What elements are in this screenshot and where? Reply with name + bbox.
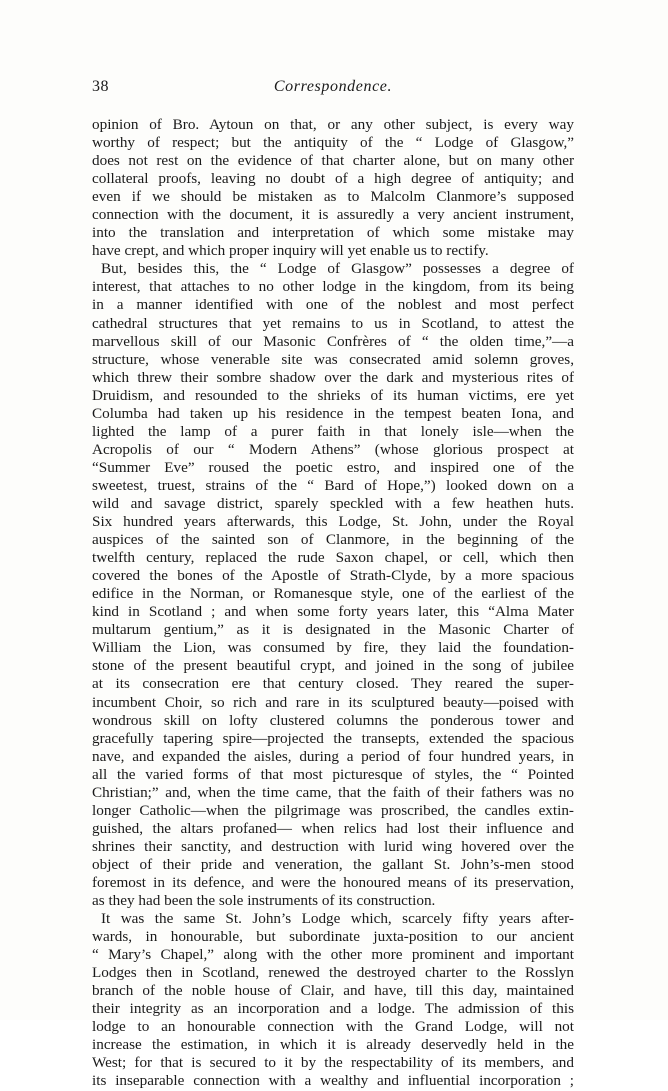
text-line: stone of the present beautiful crypt, and joined in the song of jubilee: [92, 657, 574, 675]
text-line: branch of the noble house of Clair, and have, till this day, maintained: [92, 982, 574, 1000]
text-line: “ Mary’s Chapel,” along with the other more prominent and important: [92, 946, 574, 964]
text-line: worthy of respect; but the antiquity of the “ Lodge of Glasgow,”: [92, 134, 574, 152]
text-line: wild and savage district, sparely speckled with a few heathen huts.: [92, 494, 574, 512]
text-line: kind in Scotland ; and when some forty years later, this “Alma Mater: [92, 603, 574, 621]
text-line: But, besides this, the “ Lodge of Glasgow” possesses a degree of: [101, 260, 574, 278]
text-line: even if we should be mistaken as to Malcolm Clanmore’s supposed: [92, 188, 574, 206]
text-line: in a manner identified with one of the noblest and most perfect: [92, 296, 574, 314]
text-line: foremost in its defence, and were the honoured means of its preservation,: [92, 873, 574, 891]
text-line: cathedral structures that yet remains to us in Scotland, to attest the: [92, 314, 574, 332]
text-line: Acropolis of our “ Modern Athens” (whose glorious prospect at: [92, 440, 574, 458]
text-line: “Summer Eve” roused the poetic estro, and inspired one of the: [92, 458, 574, 476]
text-line: as they had been the sole instruments of its construction.: [92, 892, 436, 910]
text-line: lodge to an honourable connection with the Grand Lodge, will not: [92, 1018, 574, 1036]
text-line: at its consecration ere that century closed. They reared the super-: [92, 675, 574, 693]
text-line: their integrity as an incorporation and a lodge. The admission of this: [92, 1000, 574, 1018]
text-line: wondrous skill on lofty clustered columns the ponderous tower and: [92, 711, 574, 729]
text-line: Six hundred years afterwards, this Lodge, St. John, under the Royal: [92, 513, 574, 531]
text-line: sweetest, truest, strains of the “ Bard of Hope,”) looked down on a: [92, 476, 574, 494]
text-line: incumbent Choir, so rich and rare in its sculptured beauty—poised with: [92, 693, 574, 711]
text-line: which threw their sombre shadow over the dark and mysterious rites of: [92, 368, 574, 386]
text-line: Lodges then in Scotland, renewed the destroyed charter to the Rosslyn: [92, 964, 574, 982]
text-line: connection with the document, it is assuredly a very ancient instrument,: [92, 206, 574, 224]
running-head: [92, 78, 574, 100]
text-line: shrines their sanctity, and destruction with lurid wing hovered over the: [92, 837, 574, 855]
text-line: longer Catholic—when the pilgrimage was proscribed, the candles extin-: [92, 801, 574, 819]
text-line: gracefully tapering spire—projected the transepts, extended the spacious: [92, 729, 574, 747]
text-line: multarum gentium,” as it is designated in the Masonic Charter of: [92, 621, 574, 639]
text-line: wards, in honourable, but subordinate juxta-position to our ancient: [92, 928, 574, 946]
text-line: covered the bones of the Apostle of Strath-Clyde, by a more spacious: [92, 567, 574, 585]
text-line: into the translation and interpretation of which some mistake may: [92, 224, 574, 242]
text-line: opinion of Bro. Aytoun on that, or any other subject, is every way: [92, 116, 574, 133]
text-line: It was the same St. John’s Lodge which, scarcely fifty years after-: [101, 910, 574, 928]
page-number: 38: [92, 78, 109, 95]
text-line: nave, and expanded the aisles, during a period of four hundred years, in: [92, 747, 574, 765]
text-line: increase the estimation, in which it is already deservedly held in the: [92, 1036, 574, 1054]
text-line: does not rest on the evidence of that charter alone, but on many other: [92, 152, 574, 170]
text-line: auspices of the sainted son of Clanmore, in the beginning of the: [92, 531, 574, 549]
text-line: Columba had taken up his residence in the tempest beaten Iona, and: [92, 404, 574, 422]
text-line: lighted the lamp of a purer faith in that lonely isle—when the: [92, 422, 574, 440]
text-line: interest, that attaches to no other lodge in the kingdom, from its being: [92, 278, 574, 296]
text-line: its inseparable connection with a wealthy and influential incorporation ;: [92, 1072, 574, 1090]
text-line: structure, whose venerable site was consecrated amid solemn groves,: [92, 350, 574, 368]
body-text: [92, 116, 574, 1091]
text-line: edifice in the Norman, or Romanesque style, one of the earliest of the: [92, 585, 574, 603]
running-title: Correspondence.: [273, 78, 393, 95]
text-line: all the varied forms of that most picturesque of styles, the “ Pointed: [92, 765, 574, 783]
text-line: have crept, and which proper inquiry will yet enable us to rectify.: [92, 242, 489, 260]
text-line: Druidism, and resounded to the shrieks of its human victims, ere yet: [92, 386, 574, 404]
text-line: William the Lion, was consumed by fire, they laid the foundation-: [92, 639, 574, 657]
text-line: twelfth century, replaced the rude Saxon chapel, or cell, which then: [92, 549, 574, 567]
text-line: collateral proofs, leaving no doubt of a high degree of antiquity; and: [92, 170, 574, 188]
text-line: guished, the altars profaned— when relics had lost their influence and: [92, 819, 574, 837]
text-line: object of their pride and veneration, the gallant St. John’s-men stood: [92, 855, 574, 873]
text-line: West; for that is secured to it by the respectability of its members, and: [92, 1054, 574, 1072]
text-line: marvellous skill of our Masonic Confrères of “ the olden time,”—a: [92, 332, 574, 350]
text-line: Christian;” and, when the time came, that the faith of their fathers was no: [92, 783, 574, 801]
